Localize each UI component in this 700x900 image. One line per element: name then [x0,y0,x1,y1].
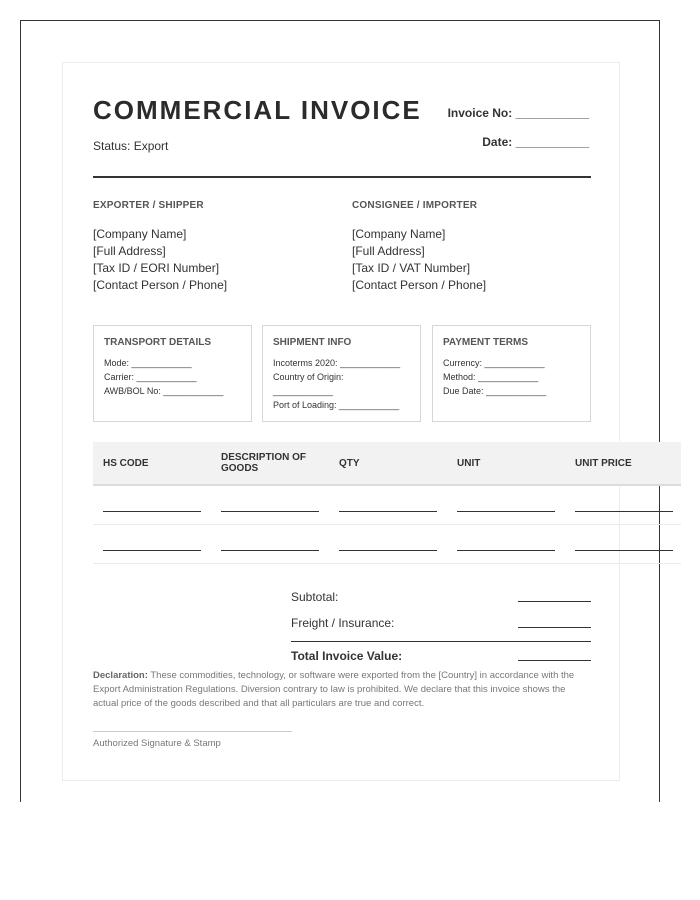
declaration-label: Declaration: [93,670,148,681]
consignee-heading: CONSIGNEE / IMPORTER [352,200,478,211]
column-header-hs-code: HS CODE [103,457,149,469]
hs-code-blank [103,550,201,551]
consignee-line: [Contact Person / Phone] [352,278,487,292]
country-of-origin-label: Country of Origin: [273,372,344,382]
consignee-line: [Full Address] [352,244,425,258]
column-header-description: DESCRIPTION OF GOODS [221,452,307,474]
payment-terms-title: PAYMENT TERMS [443,337,529,348]
consignee-line: [Company Name] [352,227,446,241]
freight-insurance-blank [518,627,591,628]
transport-details-title: TRANSPORT DETAILS [104,337,212,348]
transport-awb-field: AWB/BOL No: ____________ [104,386,224,396]
shipment-info-box [262,325,421,422]
exporter-line: [Contact Person / Phone] [93,278,228,292]
table-row [93,486,681,525]
transport-details-box [93,325,252,422]
exporter-line: [Tax ID / EORI Number] [93,261,220,275]
status-text: Status: Export [93,139,169,153]
country-of-origin-blank: ____________ [273,386,334,396]
declaration-text [93,669,593,711]
transport-carrier-field: Carrier: ____________ [104,372,197,382]
consignee-section [352,200,486,294]
table-header [93,442,681,486]
hs-code-blank [103,511,201,512]
invoice-number-field: Invoice No: ___________ [447,106,589,120]
incoterms-field: Incoterms 2020: ____________ [273,358,401,368]
total-invoice-value-label: Total Invoice Value: [291,649,403,663]
port-of-loading-field: Port of Loading: ____________ [273,400,400,410]
subtotal-label: Subtotal: [291,590,339,604]
due-date-field: Due Date: ____________ [443,386,547,396]
invoice-document [62,62,632,781]
qty-blank [339,511,437,512]
table-row [93,525,681,564]
total-invoice-value-blank [518,660,591,661]
method-field: Method: ____________ [443,372,539,382]
description-blank [221,550,319,551]
freight-insurance-label: Freight / Insurance: [291,616,395,630]
invoice-date-field: Date: ___________ [482,135,589,149]
signature-line [93,731,292,732]
subtotal-blank [518,601,591,602]
transport-mode-field: Mode: ____________ [104,358,192,368]
declaration-body: These commodities, technology, or software were exported from the [Country] in accordance with the Export Administration Regulations. Diversion contrary to law is prohibited. We declare that this invoice shows the actual price of the goods described and that all particulars are true and correct. [93,670,575,709]
totals-divider [291,641,591,642]
unit-blank [457,550,555,551]
exporter-line: [Full Address] [93,244,166,258]
column-header-unit: UNIT [457,457,481,469]
description-blank [221,511,319,512]
exporter-heading: EXPORTER / SHIPPER [93,200,204,211]
consignee-line: [Tax ID / VAT Number] [352,261,471,275]
exporter-line: [Company Name] [93,227,187,241]
column-header-qty: QTY [339,457,360,469]
exporter-section [93,200,227,294]
shipment-info-title: SHIPMENT INFO [273,337,352,348]
goods-table [93,442,681,564]
currency-field: Currency: ____________ [443,358,545,368]
unit-blank [457,511,555,512]
qty-blank [339,550,437,551]
header-divider [93,176,591,178]
signature-label: Authorized Signature & Stamp [93,738,221,749]
unit-price-blank [575,550,673,551]
payment-terms-box [432,325,591,422]
unit-price-blank [575,511,673,512]
invoice-title: COMMERCIAL INVOICE [93,95,422,125]
column-header-unit-price: UNIT PRICE [575,457,632,469]
